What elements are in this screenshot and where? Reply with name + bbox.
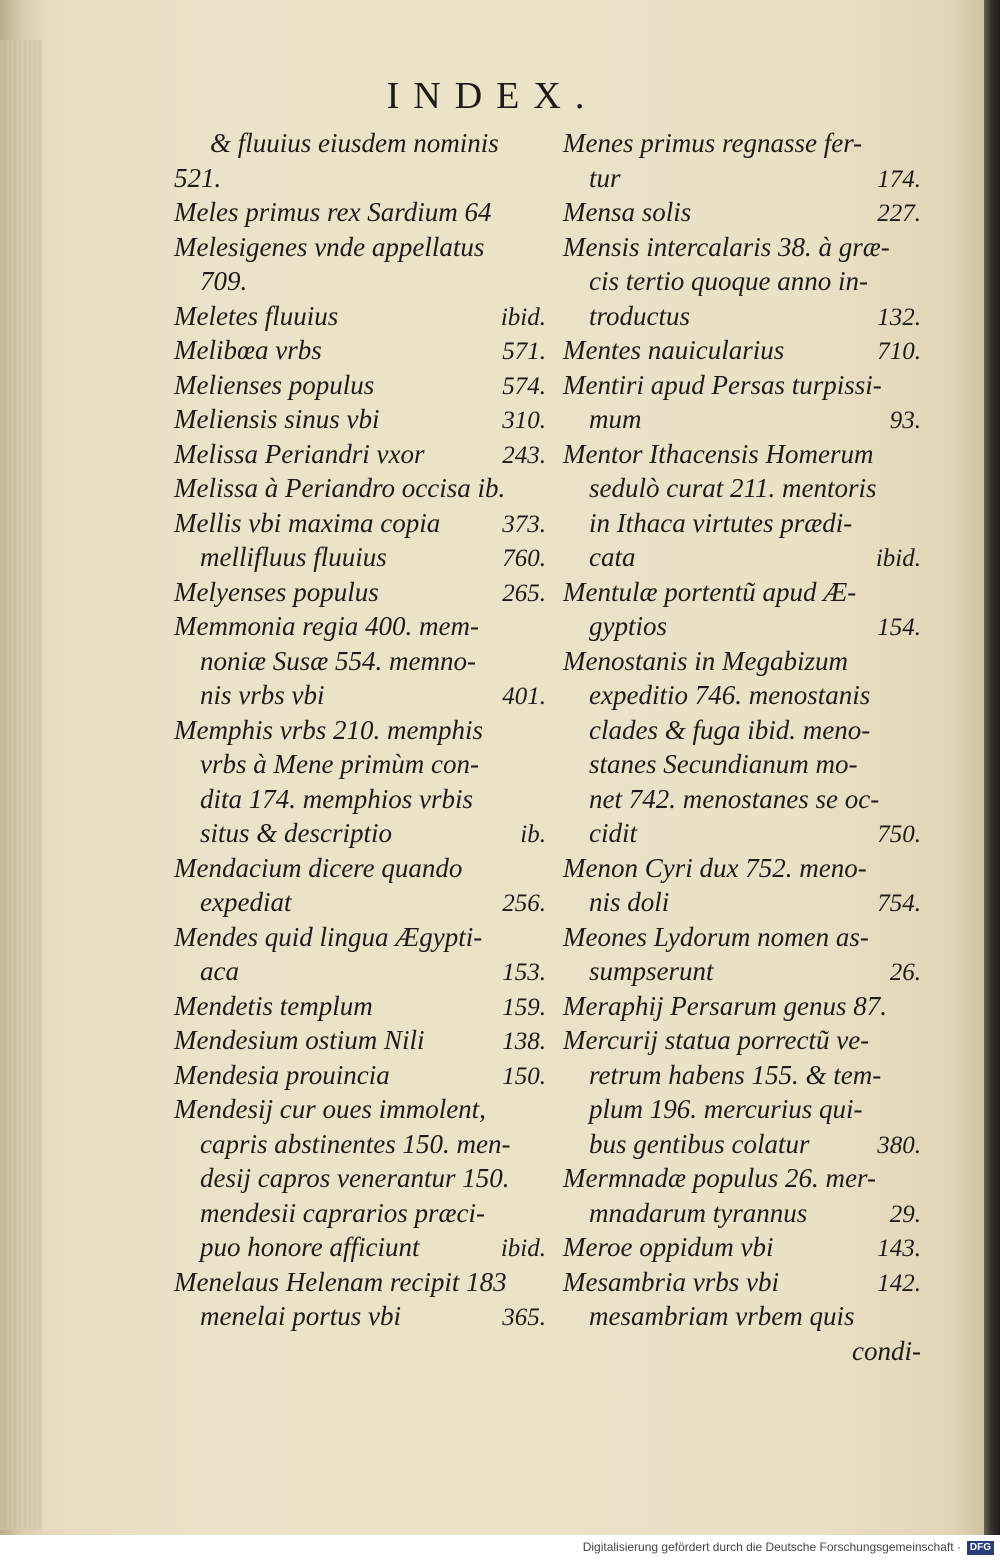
entry-text: Mendacium dicere quando [174, 852, 463, 883]
entry-text: & fluuius eiusdem nominis [210, 128, 499, 158]
entry-text: cidit [589, 818, 637, 848]
index-entry [563, 1196, 921, 1231]
entry-text: Mensis intercalaris 38. à græ- [563, 231, 890, 262]
entry-text: mellifluus fluuius [200, 542, 387, 572]
page-reference: 574. [502, 372, 546, 400]
index-entry [563, 609, 921, 644]
entry-text: cis tertio quoque anno in- [589, 266, 868, 296]
index-entry [563, 1230, 921, 1265]
page-reference: 380. [877, 1131, 921, 1159]
index-entry [174, 644, 546, 679]
index-entry [563, 333, 921, 368]
index-entry [174, 264, 546, 299]
page-reference: 154. [877, 614, 921, 641]
page-reference: ibid. [500, 1235, 546, 1262]
entry-text: Meraphij Persarum genus 87. [563, 990, 887, 1021]
page-reference: 153. [502, 959, 546, 986]
index-entry [563, 1161, 921, 1196]
index-entry [563, 402, 921, 437]
footer-text: Digitalisierung gefördert durch die Deutsche Forschungsgemeinschaft · [582, 1540, 961, 1554]
entry-text: Menelaus Helenam recipit 183 [174, 1266, 507, 1297]
entry-text: plum 196. mercurius qui- [589, 1094, 863, 1124]
entry-text: Mentor Ithacensis Homerum [563, 438, 874, 469]
index-entry [174, 1230, 546, 1265]
page-reference: 243. [502, 441, 546, 469]
entry-text: troductus [589, 300, 690, 331]
entry-text: sumpserunt [589, 956, 714, 986]
entry-text: net 742. menostanes se oc- [589, 783, 880, 814]
entry-text: Melibœa vrbs [174, 335, 322, 365]
entry-text: Meones Lydorum nomen as- [563, 921, 869, 952]
entry-text: aca [200, 956, 239, 986]
index-entry [174, 713, 546, 748]
page-reference: 310. [502, 407, 546, 434]
entry-text: gyptios [589, 611, 667, 641]
index-entry [174, 885, 546, 920]
index-entry [174, 230, 546, 265]
page-reference: 571. [502, 338, 546, 365]
entry-text: Mendes quid lingua Ægypti- [174, 921, 483, 952]
entry-text: retrum habens 155. & tem- [589, 1059, 882, 1090]
page-reference: 710. [877, 338, 921, 365]
entry-text: Mentes nauicularius [563, 335, 785, 365]
entry-text: stanes Secundianum mo- [589, 749, 858, 779]
entry-text: Melesigenes vnde appellatus [174, 231, 485, 262]
index-entry [563, 540, 921, 575]
page-reference: 365. [502, 1304, 546, 1331]
index-entry [174, 851, 546, 886]
page-reference: 143. [877, 1235, 921, 1262]
index-entry [174, 333, 546, 368]
page-reference: 256. [502, 890, 546, 917]
entry-text: desij capros venerantur 150. [200, 1163, 510, 1193]
entry-text: puo honore afficiunt [200, 1232, 420, 1262]
index-entry [174, 954, 546, 989]
index-entry [563, 885, 921, 920]
entry-text: mum [589, 404, 642, 434]
index-entry [174, 678, 546, 713]
entry-text: Mellis vbi maxima copia [174, 507, 441, 538]
entry-text: Mesambria vrbs vbi [563, 1266, 779, 1297]
index-entry [174, 747, 546, 782]
index-entry [174, 1196, 546, 1231]
index-entry [174, 1058, 546, 1093]
index-entry [563, 506, 921, 541]
index-entry [174, 989, 546, 1024]
entry-text: Meles primus rex Sardium 64 [174, 197, 492, 227]
page-reference: 373. [502, 510, 546, 538]
index-entry [563, 782, 921, 817]
index-entry [174, 782, 546, 817]
entry-text: Mentiri apud Persas turpissi- [563, 369, 882, 400]
index-entry [563, 954, 921, 989]
entry-text: Menostanis in Megabizum [563, 645, 848, 676]
index-entry [174, 299, 546, 334]
entry-text: Mendetis templum [174, 990, 373, 1021]
index-entry [174, 1023, 546, 1058]
index-entry [563, 644, 921, 679]
entry-text: Mendesium ostium Nili [174, 1025, 425, 1055]
index-entry [174, 609, 546, 644]
index-entry [563, 1023, 921, 1058]
entry-text: mendesii caprarios præci- [200, 1197, 485, 1228]
index-entry [563, 1058, 921, 1093]
entry-text: Mensa solis [563, 197, 692, 227]
index-entry [563, 575, 921, 610]
index-entry [174, 1092, 546, 1127]
index-entry [563, 1127, 921, 1162]
book-spine [984, 0, 1000, 1560]
index-entry [563, 678, 921, 713]
entry-text: Menes primus regnasse fer- [563, 128, 863, 158]
entry-text: cata [589, 542, 636, 572]
index-entry [563, 230, 921, 265]
index-entry [563, 1334, 921, 1369]
index-entry [563, 713, 921, 748]
entry-text: nis doli [589, 887, 670, 917]
index-entry [174, 195, 546, 230]
page-title: INDEX. [386, 75, 599, 117]
index-entry [563, 1092, 921, 1127]
page-reference: 29. [889, 1200, 921, 1228]
entry-text: expediat [200, 887, 292, 917]
entry-text: Meliensis sinus vbi [174, 404, 380, 434]
entry-text: capris abstinentes 150. men- [200, 1128, 511, 1159]
entry-text: situs & descriptio [200, 818, 393, 848]
entry-text: Mendesia prouincia [174, 1059, 390, 1090]
index-entry [174, 1299, 546, 1334]
index-entry [563, 299, 921, 334]
page-reference: 174. [877, 165, 921, 193]
index-entry [563, 1265, 921, 1300]
index-entry [174, 1127, 546, 1162]
entry-text: Mermnadæ populus 26. mer- [563, 1163, 876, 1193]
entry-text: nis vrbs vbi [200, 680, 325, 710]
entry-text: tur [589, 162, 621, 193]
index-entry [563, 437, 921, 472]
index-entry [563, 920, 921, 955]
index-entry [563, 471, 921, 506]
page-reference: ib. [520, 821, 546, 848]
entry-text: vrbs à Mene primùm con- [200, 749, 479, 779]
page-edges [0, 40, 42, 1530]
index-entry [563, 161, 921, 196]
entry-text: Mercurij statua porrectũ ve- [563, 1025, 870, 1055]
entry-text: Melienses populus [174, 369, 375, 400]
page-reference: 159. [502, 993, 546, 1021]
entry-text: dita 174. memphios vrbis [200, 783, 473, 814]
page-reference: 401. [502, 683, 546, 710]
index-entry [563, 368, 921, 403]
entry-text: sedulò curat 211. mentoris [589, 473, 877, 503]
page-reference: 754. [877, 890, 921, 917]
entry-text: bus gentibus colatur [589, 1128, 810, 1159]
entry-text: mesambriam vrbem quis [589, 1301, 855, 1331]
entry-text: Mendesij cur oues immolent, [174, 1094, 486, 1124]
entry-text: Mentulæ portentũ apud Æ- [563, 576, 857, 607]
index-entry [174, 920, 546, 955]
entry-text: Melissa à Periandro occisa ib. [174, 473, 506, 503]
entry-text: noniæ Susæ 554. memno- [200, 645, 476, 676]
page-reference: 26. [889, 959, 921, 986]
index-entry [563, 851, 921, 886]
page-reference: 93. [889, 407, 921, 434]
index-entry [563, 1299, 921, 1334]
entry-text: expeditio 746. menostanis [589, 680, 871, 710]
entry-text: menelai portus vbi [200, 1301, 401, 1331]
page-reference: ibid. [875, 545, 921, 572]
index-entry [563, 989, 921, 1024]
page-reference: 138. [502, 1028, 546, 1055]
index-entry [563, 816, 921, 851]
index-entry [174, 126, 546, 161]
entry-text: Meroe oppidum vbi [563, 1232, 774, 1262]
page-reference: 227. [877, 200, 921, 227]
entry-text: Meletes fluuius [174, 300, 339, 331]
index-column-right [563, 126, 921, 1368]
entry-text: in Ithaca virtutes prædi- [589, 507, 853, 538]
entry-text: condi- [852, 1335, 921, 1366]
entry-text: 709. [200, 266, 248, 296]
entry-text: Memmonia regia 400. mem- [174, 611, 479, 641]
page-reference: 142. [877, 1269, 921, 1297]
page-reference: 750. [877, 821, 921, 848]
index-entry [174, 506, 546, 541]
digitization-footer [0, 1535, 1000, 1560]
index-column-left [174, 126, 546, 1334]
dfg-logo: DFG [967, 1541, 994, 1555]
index-entry [174, 471, 546, 506]
entry-text: Memphis vrbs 210. memphis [174, 714, 483, 745]
index-entry [174, 437, 546, 472]
index-entry [174, 1161, 546, 1196]
page-reference: ibid. [500, 303, 546, 331]
entry-text: Menon Cyri dux 752. meno- [563, 852, 867, 883]
entry-text: Melyenses populus [174, 576, 379, 607]
entry-text: 521. [174, 162, 222, 193]
index-entry [174, 161, 546, 196]
index-entry [174, 402, 546, 437]
index-entry [563, 195, 921, 230]
entry-text: mnadarum tyrannus [589, 1197, 808, 1228]
entry-text: clades & fuga ibid. meno- [589, 714, 871, 745]
page-reference: 150. [502, 1062, 546, 1090]
index-entry [174, 816, 546, 851]
page-reference: 760. [502, 545, 546, 572]
page-reference: 132. [877, 303, 921, 331]
index-entry [174, 1265, 546, 1300]
index-entry [174, 540, 546, 575]
entry-text: Melissa Periandri vxor [174, 438, 425, 469]
index-entry [174, 575, 546, 610]
index-entry [563, 747, 921, 782]
index-entry [563, 264, 921, 299]
index-entry [563, 126, 921, 161]
index-entry [174, 368, 546, 403]
page-reference: 265. [502, 579, 546, 607]
